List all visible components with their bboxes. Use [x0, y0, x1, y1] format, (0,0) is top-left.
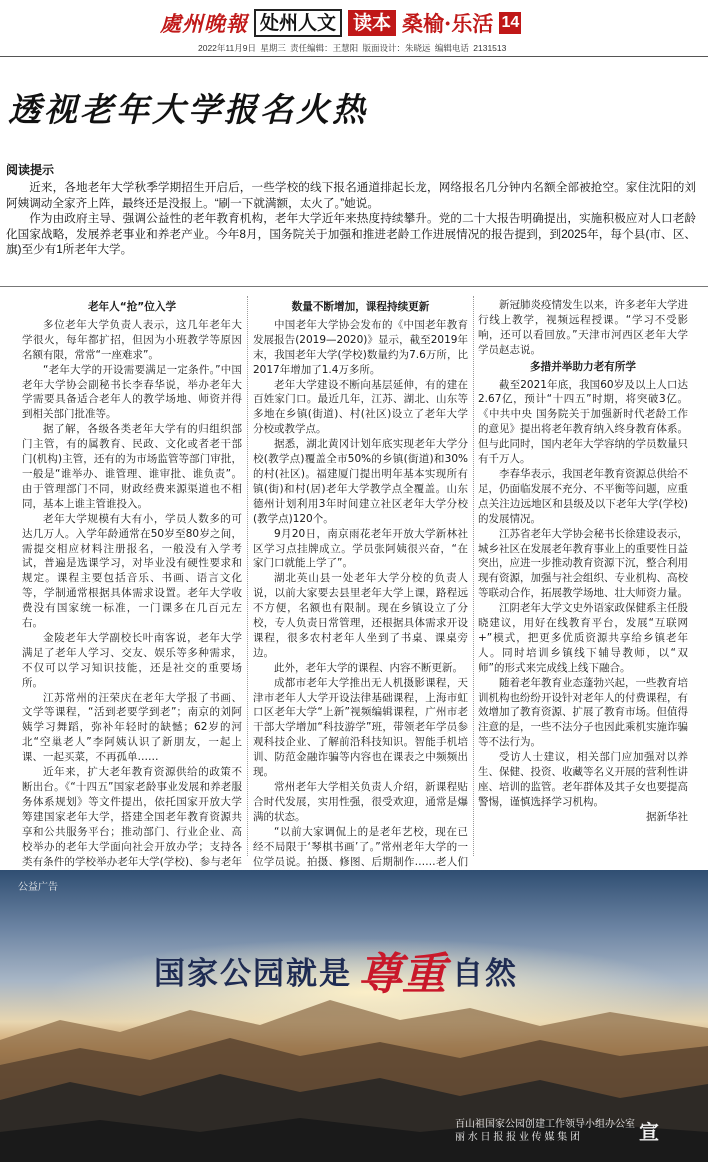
- article-column-1: [22, 298, 242, 884]
- ad-slogan: [154, 938, 518, 1002]
- body-paragraph: 随着老年教育业态蓬勃兴起，一些教育培训机构也纷纷开设针对老年人的付费课程，有效增加了教育资源、扩展了教育市场。但值得注意的是，一些不法分子也因此乘机实施诈骗等不法行为。: [478, 676, 688, 749]
- body-paragraph: 李春华表示，我国老年教育资源总供给不足，仍面临发展不充分、不平衡等问题，应重点关注边远地区和县级及以下老年大学(学校)的发展情况。: [478, 467, 688, 525]
- column-divider: [473, 296, 474, 856]
- dateline: 2022年11月9日 星期三 责任编辑：王慧阳 版面设计：朱晓远 编辑电话 2131513: [198, 43, 507, 53]
- body-paragraph: “以前大家调侃上的是老年艺校，现在已经不局限于‘琴棋书画’了。”常州老年大学的一位学员说。拍摄、修图、后期制作……老人们: [253, 825, 468, 868]
- sponsor-seal: 宣: [639, 1120, 659, 1144]
- body-paragraph: 江苏省老年大学协会秘书长徐建设表示，城乡社区在发展老年教育事业上的重要性日益突出，应进一步推动教育资源下沉，整合利用现有资源，加强与社会组织、专业机构、高校等联动合作，拓展教学场地、壮大师资力量。: [478, 527, 688, 600]
- body-paragraph: 据悉，湖北黄冈计划年底实现老年大学分校(教学点)覆盖全市50%的乡镇(街道)和30%的村(社区)。福建厦门提出明年基本实现所有镇(街)和村(居)老年大学教学点全覆盖。山东德州计划利用3年时间建立社区老年大学分校(教学点)120个。: [253, 438, 468, 525]
- column-divider: [247, 296, 248, 856]
- body-paragraph: 9月20日，南京雨花老年开放大学新林社区学习点挂牌成立。学员张阿姨很兴奋，“在家门口就能上学了”。: [253, 527, 468, 570]
- body-paragraph: 老年大学建设不断向基层延伸，有的建在百姓家门口。最近几年，江苏、湖北、山东等多地在乡镇(街道)、村(社区)设立了老年大学分校或教学点。: [253, 378, 468, 436]
- body-paragraph: 新冠肺炎疫情发生以来，许多老年大学进行线上教学，视频远程授课。“学习不受影响，还可以看回放。”天津市河西区老年大学学员赵志说。: [478, 299, 688, 356]
- sponsor-line: 百山祖国家公园创建工作领导小组办公室: [455, 1118, 635, 1130]
- masthead: [160, 8, 521, 38]
- slogan-part: 自然: [452, 955, 518, 992]
- subheading: 多措并举助力老有所学: [530, 360, 636, 373]
- body-paragraph: 此外，老年大学的课程、内容不断更新。: [274, 661, 463, 674]
- body-paragraph: 受访人士建议，相关部门应加强对以养生、保健、投资、收藏等名义开展的营利性讲座、培训的监管。老年群体及其子女也要提高警惕，谨慎选择学习机构。: [478, 751, 688, 808]
- section-name: 桑榆·乐活: [402, 11, 494, 36]
- article-column-2: [253, 298, 468, 899]
- read-tag: 读本: [348, 10, 396, 36]
- public-service-ad: [0, 870, 708, 1162]
- section-rule: [0, 286, 708, 287]
- body-paragraph: 中国老年大学协会发布的《中国老年教育发展报告(2019—2020)》显示，截至2019年末，我国老年大学(学校)数量约为7.6万所，比2017年增加了1.4万多所。: [253, 318, 468, 376]
- slogan-accent-calligraphy: 尊重: [358, 949, 446, 1000]
- body-paragraph: 江阴老年大学文史外语家政保健系主任殷晓建议，用好在线教育平台，发展“互联网+”模式，把更多优质资源共享给乡镇老年人。同时培训乡镇线下辅导教师，以“双师”的形式来完成线上线下融合。: [478, 602, 688, 674]
- body-paragraph: “老年大学的开设需要满足一定条件。”中国老年大学协会副秘书长李春华说，举办老年大学需要具备适合老年人的教学场地、师资并得到相关部门批准等。: [22, 363, 242, 421]
- newspaper-brand: 處州晚報: [160, 11, 248, 36]
- intro-paragraph: 近来，各地老年大学秋季学期招生开启后，一些学校的线下报名通道排起长龙，网络报名几分钟内名额全部被抢空。家住沈阳的刘阿姨调动全家齐上阵，最终还是没报上。“刷一下就满额，太火了。”她说。: [6, 181, 696, 210]
- intro-paragraph: 作为由政府主导、强调公益性的老年教育机构，老年大学近年来热度持续攀升。党的二十大报告明确提出，实施积极应对人口老龄化国家战略，发展养老事业和养老产业。今年8月，国务院关于加强和推进老龄工作进展情况的报告提到，到2025年，每个县(市、区、旗)至少有1所老年大学。: [6, 212, 696, 256]
- page-number: 14: [499, 12, 521, 34]
- slogan-part: 国家公园就是: [154, 955, 352, 992]
- body-paragraph: 成都市老年大学推出无人机摄影课程，天津市老年人大学开设法律基础课程，上海市虹口区老年大学“上新”视频编辑课程，广州市老干部大学增加“科技游学”班，带领老年学员参观科技企业、了解前沿科技知识。智能手机培训、防范金融诈骗等内容也在课表之中频频出现。: [253, 676, 468, 779]
- subheading: 数量不断增加，课程持续更新: [291, 301, 430, 313]
- sponsor-line: 丽 水 日 报 报 业 传 媒 集 团: [455, 1131, 581, 1143]
- news-credit: 据新华社: [646, 810, 688, 823]
- body-paragraph: 江苏常州的汪荣庆在老年大学报了书画、文学等课程，“活到老要学到老”；南京的刘阿姨学习舞蹈，弥补年轻时的缺憾；62岁的河北“空巢老人”李阿姨认识了新朋友，一起上课、一起买菜，不再孤单……: [22, 691, 242, 764]
- top-rule: [0, 56, 708, 57]
- section-box: 处州人文: [254, 9, 342, 37]
- body-paragraph: 金陵老年大学副校长叶南客说，老年大学满足了老年人学习、交友、娱乐等多种需求，不仅可以学习知识技能，还是社交的重要场所。: [22, 631, 242, 689]
- ad-sponsor: [455, 1116, 659, 1145]
- body-paragraph: 据了解，各级各类老年大学有的归组织部门主管，有的属教育、民政、文化或者老干部门(机构)主管，还有的为市场监管等部门审批，一般是“谁举办、谁管理、谁审批、谁负责”。由于管理部门不同，财政经费来源渠道也不相同，基本上谁主管谁投入。: [22, 423, 242, 510]
- subheading: 老年人“抢”位入学: [87, 301, 177, 313]
- intro-label: 阅读提示: [6, 163, 55, 177]
- body-paragraph: 多位老年大学负责人表示，这几年老年大学很火，每年都扩招，但因为小班教学等原因名额有限，常常“一座难求”。: [22, 318, 242, 361]
- body-paragraph: 老年大学规模有大有小，学员人数多的可达几万人。入学年龄通常在50岁至80岁之间，需提交相应材料注册报名，一般没有入学考试，普遍是选课学习，对毕业没有硬性要求和规定。课程主要包括音乐、书画、语言文化等，学制通常根据具体需求设置。老年大学收费没有国家统一标准，一门课多在几百元左右。: [22, 512, 242, 630]
- body-paragraph: 截至2021年底，我国60岁及以上人口达2.67亿，预计“十四五”时期，将突破3亿。《中共中央 国务院关于加强新时代老龄工作的意见》提出将老年教育纳入终身教育体系。但与此同时，国内老年大学容纳的学员数量只有千万人。: [478, 378, 688, 466]
- body-paragraph: 常州老年大学相关负责人介绍，新课程贴合时代发展，实用性强，很受欢迎，通常是爆满的状态。: [253, 781, 468, 823]
- headline: 透视老年大学报名火热: [8, 90, 368, 129]
- article-column-3: [478, 298, 688, 825]
- body-paragraph: 近年来，扩大老年教育资源供给的政策不断出台。《“十四五”国家老龄事业发展和养老服务体系规划》等文件提出，依托国家开放大学筹建国家老年大学，搭建全国老年教育资源共享和公共服务平台；推动部门、行业企业、高校举办的老年大学面向社会开放办学；支持各类有条件的学校举办老年大学(学校)、参与老年: [22, 766, 242, 868]
- body-paragraph: 湖北英山县一处老年大学分校的负责人说，以前大家要去县里老年大学上课，路程远不方便，名额也有限制。现在乡镇设立了分校，专人负责日常管理，还根据具体需求开设课程，很多农村老年人坐到了书桌、课桌旁边。: [253, 572, 468, 659]
- ad-label: 公益广告: [18, 882, 58, 893]
- intro-text: [6, 180, 696, 258]
